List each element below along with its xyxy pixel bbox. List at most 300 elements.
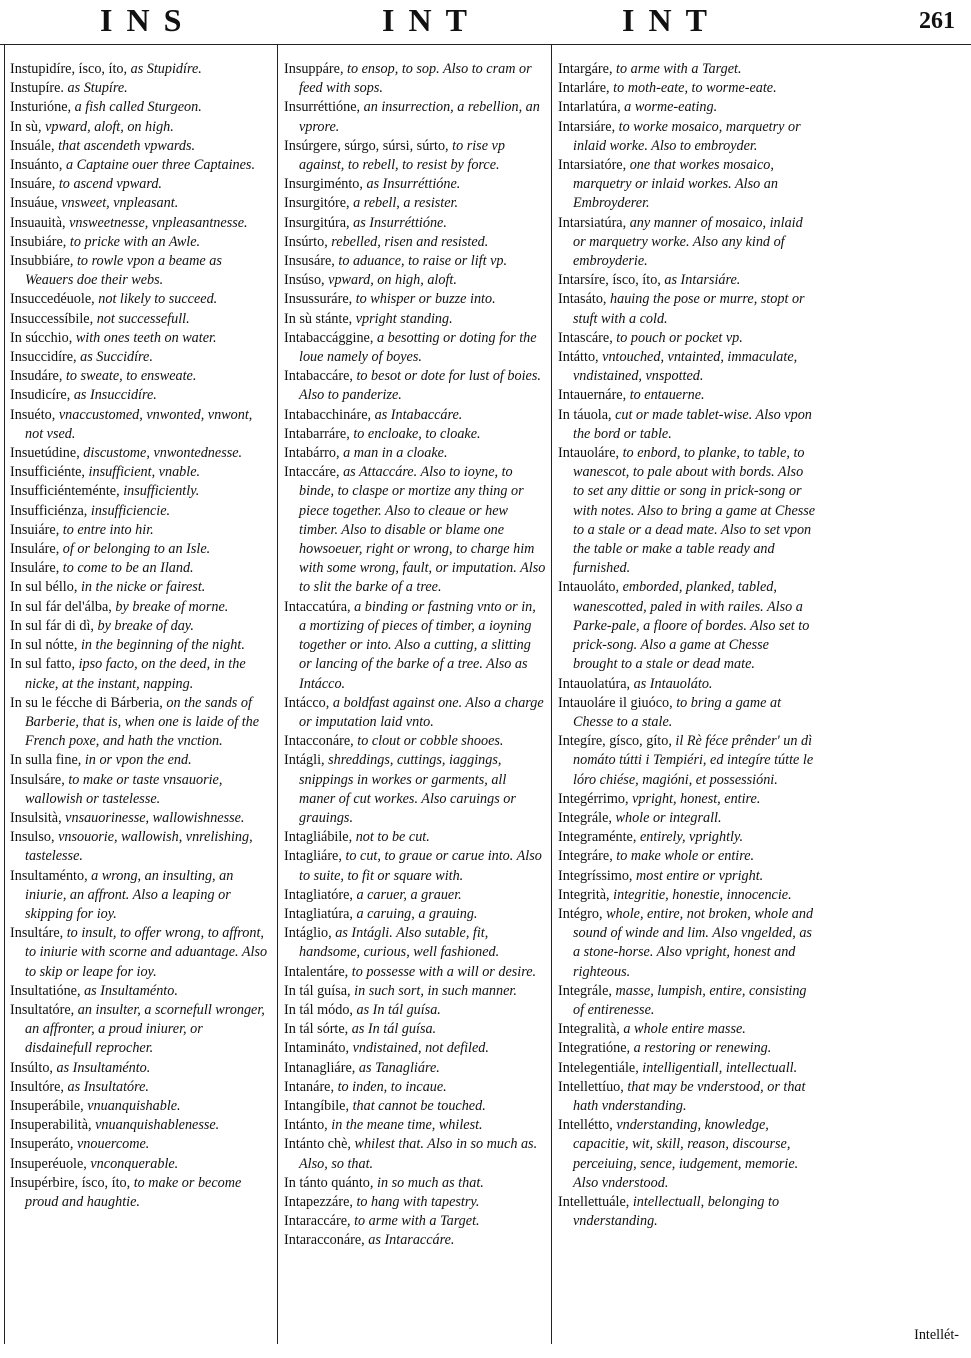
entry-definition: a fish called Sturgeon. xyxy=(74,99,202,116)
dictionary-entry xyxy=(284,924,546,962)
dictionary-entry xyxy=(558,809,816,828)
entry-headword: Intánto, xyxy=(284,1117,328,1134)
dictionary-entry xyxy=(10,540,272,559)
entry-definition: an insulter, a scornefull wronger, an affronter, a proud iniurer, or disdainefull reprocher. xyxy=(25,1001,265,1057)
dictionary-entry xyxy=(558,578,816,674)
entry-headword: Intargáre, xyxy=(558,61,613,77)
entry-headword: Insuccidíre, xyxy=(10,349,77,366)
entry-definition: as Intaraccáre. xyxy=(368,1232,455,1249)
dictionary-entry xyxy=(10,329,272,348)
dictionary-entry xyxy=(10,252,272,290)
entry-headword: Intarsiáre, xyxy=(558,118,616,135)
entry-definition: to make or taste vnsauorie, wallowish or tastelesse. xyxy=(25,771,223,807)
dictionary-entry xyxy=(558,675,816,694)
running-head-right: INT xyxy=(622,2,721,38)
entry-definition: vpright standing. xyxy=(355,310,453,327)
entry-definition: to inden, to incaue. xyxy=(337,1078,447,1095)
entry-definition: to entre into hir. xyxy=(62,521,154,538)
entry-headword: Intágli, xyxy=(284,752,325,769)
entry-definition: rebelled, risen and resisted. xyxy=(331,233,489,250)
entry-definition: most entire or vpright. xyxy=(636,867,764,884)
dictionary-entry xyxy=(284,252,546,271)
dictionary-entry xyxy=(558,828,816,847)
entry-headword: Insurgiménto, xyxy=(284,176,363,193)
entry-headword: Intátto, xyxy=(558,349,599,366)
entry-headword: Intelegentiále, xyxy=(558,1059,639,1076)
dictionary-entry xyxy=(10,79,272,98)
dictionary-entry xyxy=(284,425,546,444)
entry-headword: In tál guísa, xyxy=(284,982,351,999)
dictionary-entry xyxy=(10,1155,272,1174)
dictionary-entry xyxy=(558,1059,816,1078)
entry-definition: to pricke with an Awle. xyxy=(69,233,201,250)
entry-headword: Instupidíre, ísco, íto, xyxy=(10,61,128,77)
entry-definition: whole or integrall. xyxy=(615,809,722,826)
entry-headword: Integraménte, xyxy=(558,829,637,846)
entry-definition: a restoring or renewing. xyxy=(633,1040,772,1057)
entry-headword: Insurréttióne, xyxy=(284,99,361,116)
dictionary-entry xyxy=(10,98,272,117)
entry-definition: intelligentiall, intellectuall. xyxy=(642,1059,798,1076)
dictionary-entry xyxy=(558,867,816,886)
entry-definition: vpward, aloft, on high. xyxy=(45,118,174,135)
entry-headword: Insuláre, xyxy=(10,541,60,558)
entry-definition: vnuanquishablenesse. xyxy=(95,1117,220,1134)
entry-headword: In sul fatto, xyxy=(10,656,76,673)
entry-definition: one that workes mosaico, marquetry or inlaid workes. Also an Embroyderer. xyxy=(573,157,778,212)
entry-headword: In su le fécche di Bárberia, xyxy=(10,694,163,711)
dictionary-entry xyxy=(10,1097,272,1116)
dictionary-entry xyxy=(10,1001,272,1059)
entry-headword: Insuláre, xyxy=(10,560,60,577)
entry-definition: intellectuall, belonging to vnderstanding. xyxy=(573,1193,780,1230)
entry-headword: Integérrimo, xyxy=(558,790,629,807)
dictionary-entry xyxy=(10,175,272,194)
dictionary-entry xyxy=(558,329,816,348)
entry-definition: to ensop, to sop. Also to cram or feed with sops. xyxy=(299,61,532,97)
dictionary-entry xyxy=(284,310,546,329)
entry-definition: to sweate, to ensweate. xyxy=(65,368,197,385)
dictionary-entry xyxy=(284,1078,546,1097)
entry-definition: to aduance, to raise or lift vp. xyxy=(338,253,508,270)
dictionary-entry xyxy=(558,1020,816,1039)
dictionary-entry xyxy=(10,60,272,79)
entry-headword: Integratióne, xyxy=(558,1040,631,1057)
dictionary-entry xyxy=(10,463,272,482)
entry-definition: that may be vnderstood, or that hath vnderstanding. xyxy=(573,1078,806,1114)
dictionary-entry xyxy=(284,982,546,1001)
dictionary-entry xyxy=(10,386,272,405)
entry-headword: Intellétto, xyxy=(558,1117,613,1134)
dictionary-entry xyxy=(558,386,816,405)
dictionary-entry xyxy=(284,329,546,367)
entry-headword: Intauoláto, xyxy=(558,579,620,596)
entry-definition: not likely to succeed. xyxy=(98,291,218,308)
dictionary-entry xyxy=(10,348,272,367)
entry-definition: as Insurréttióne. xyxy=(366,176,461,193)
entry-definition: as Insultatóre. xyxy=(67,1078,149,1095)
entry-definition: to hang with tapestry. xyxy=(356,1193,480,1210)
entry-headword: Intalentáre, xyxy=(284,963,349,980)
entry-definition: by breake of day. xyxy=(97,617,194,634)
dictionary-entry xyxy=(10,502,272,521)
dictionary-entry xyxy=(10,367,272,386)
entry-definition: as In tál guísa. xyxy=(356,1001,441,1018)
entry-definition: to enbord, to planke, to table, to wanescot, to pale about with bords. Also to set any dittie or song in prick-song or with notes. Also to bring a game at Chesse to a stale or a dead mate. Also to set vpon the table or make a table ready and furnished. xyxy=(573,445,816,577)
entry-definition: emborded, planked, tabled, wanescotted, paled in with railes. Also a Parke-pale, a floore of bordes. Also set to prick-song. Also a game at Chesse brought to a stale or dead mate. xyxy=(573,579,810,673)
entry-definition: a man in a cloake. xyxy=(343,445,448,462)
entry-definition: vpward, on high, aloft. xyxy=(328,272,457,289)
entry-headword: In sul fár del'álba, xyxy=(10,598,112,615)
entry-headword: Insulsità, xyxy=(10,809,62,826)
entry-definition: whole, entire, not broken, whole and sound of winde and lim. Also vngelded, as a stone-horse. Also vpright, honest and righteous. xyxy=(573,905,814,980)
dictionary-entry xyxy=(558,694,816,732)
dictionary-entry xyxy=(558,214,816,272)
entry-headword: Intaccáre, xyxy=(284,464,340,481)
entry-definition: not successefull. xyxy=(96,310,190,327)
dictionary-entry xyxy=(10,598,272,617)
entry-definition: vnderstanding, knowledge, capacitie, wit, skill, reason, discourse, perceiuing, sence, iudgement, memorie. Also vnderstood. xyxy=(573,1117,799,1191)
entry-headword: Insurgitúra, xyxy=(284,214,350,231)
dictionary-entry xyxy=(10,1059,272,1078)
entry-headword: In súcchio, xyxy=(10,329,73,346)
entry-definition: as Intabaccáre. xyxy=(374,406,463,423)
entry-definition: entirely, vprightly. xyxy=(639,829,744,846)
dictionary-entry xyxy=(284,1020,546,1039)
entry-headword: Insuperéuole, xyxy=(10,1155,87,1172)
entry-headword: Intagliatóre, xyxy=(284,886,353,903)
entry-headword: Intangíbile, xyxy=(284,1097,350,1114)
dictionary-entry xyxy=(284,1193,546,1212)
dictionary-entry xyxy=(284,98,546,136)
dictionary-entry xyxy=(284,271,546,290)
dictionary-entry xyxy=(284,406,546,425)
dictionary-entry xyxy=(10,1174,272,1212)
entry-headword: Insuáre, xyxy=(10,176,56,193)
dictionary-entry xyxy=(284,847,546,885)
entry-headword: Insusáre, xyxy=(284,253,335,270)
entry-definition: to cut, to graue or carue into. Also to suite, to fit or square with. xyxy=(299,848,542,884)
entry-headword: Intasáto, xyxy=(558,291,607,308)
dictionary-entry xyxy=(10,310,272,329)
dictionary-entry xyxy=(284,598,546,694)
dictionary-entry xyxy=(558,79,816,98)
dictionary-entry xyxy=(10,828,272,866)
dictionary-entry xyxy=(558,406,816,444)
entry-headword: In tál módo, xyxy=(284,1001,353,1018)
entry-headword: In tánto quánto, xyxy=(284,1174,374,1191)
entry-definition: as In tál guísa. xyxy=(351,1021,437,1038)
entry-definition: to rowle vpon a beame as Weauers doe their webs. xyxy=(25,253,222,289)
entry-definition: a whole entire masse. xyxy=(623,1021,746,1038)
entry-definition: an insurrection, a rebellion, an vprore. xyxy=(299,99,540,135)
entry-headword: Intabacchináre, xyxy=(284,406,372,423)
entry-headword: Insufficiénza, xyxy=(10,502,88,519)
entry-definition: in or vpon the end. xyxy=(84,752,192,769)
entry-headword: Insudáre, xyxy=(10,368,63,385)
dictionary-entry xyxy=(284,1212,546,1231)
dictionary-entry xyxy=(284,1174,546,1193)
entry-headword: Insudicíre, xyxy=(10,387,71,404)
entry-headword: Intagliábile, xyxy=(284,829,353,846)
dictionary-entry xyxy=(284,828,546,847)
page-header xyxy=(0,0,971,44)
entry-definition: vndistained, not defiled. xyxy=(352,1040,489,1057)
entry-definition: to make whole or entire. xyxy=(616,848,755,865)
entry-headword: Intellettíuo, xyxy=(558,1078,624,1095)
entry-definition: as Intágli. Also sutable, fit, handsome, curious, well fashioned. xyxy=(299,925,500,961)
dictionary-entry xyxy=(558,1193,816,1231)
entry-definition: that cannot be touched. xyxy=(352,1097,486,1114)
entry-definition: ipso facto, on the deed, in the nicke, at the instant, napping. xyxy=(25,656,246,692)
dictionary-entry xyxy=(10,809,272,828)
entry-definition: vnaccustomed, vnwonted, vnwont, not vsed. xyxy=(25,406,253,442)
entry-headword: Insufficiénteménte, xyxy=(10,483,120,500)
entry-headword: Insuperáto, xyxy=(10,1136,74,1153)
dictionary-entry xyxy=(284,233,546,252)
entry-definition: a wrong, an insulting, an iniurie, an affront. Also a leaping or skipping for ioy. xyxy=(25,867,234,922)
entry-headword: Intarsiatóre, xyxy=(558,157,627,174)
dictionary-entry xyxy=(558,118,816,156)
entry-definition: vnconquerable. xyxy=(90,1155,179,1172)
entry-headword: Insuccessíbile, xyxy=(10,310,94,327)
entry-definition: as Tanagliáre. xyxy=(358,1059,440,1076)
entry-headword: Insurgitóre, xyxy=(284,195,350,212)
entry-definition: a boldfast against one. Also a charge or imputation laid vnto. xyxy=(299,694,544,730)
entry-definition: a caruing, a grauing. xyxy=(356,905,478,922)
entry-headword: Intascáre, xyxy=(558,329,613,346)
entry-headword: Intapezzáre, xyxy=(284,1193,353,1210)
entry-headword: Insuperabilità, xyxy=(10,1117,92,1134)
entry-definition: as Succidíre. xyxy=(80,349,153,366)
entry-headword: Integrále, xyxy=(558,809,612,826)
dictionary-entry xyxy=(10,694,272,752)
dictionary-entry xyxy=(558,1116,816,1193)
entry-headword: Intégro, xyxy=(558,905,603,922)
entry-headword: Integíre, gísco, gíto, xyxy=(558,733,672,750)
dictionary-entry xyxy=(284,137,546,175)
entry-headword: Integríssimo, xyxy=(558,867,633,884)
dictionary-column-1 xyxy=(10,60,272,1212)
entry-definition: in the nicke or fairest. xyxy=(80,579,206,596)
dictionary-entry xyxy=(10,982,272,1001)
entry-headword: Insuccedéuole, xyxy=(10,291,95,308)
running-head-center: INT xyxy=(382,2,481,38)
entry-headword: Insussuráre, xyxy=(284,291,353,308)
dictionary-entry xyxy=(284,367,546,405)
entry-definition: insufficiently. xyxy=(123,483,200,500)
running-head-left: INS xyxy=(100,2,196,38)
dictionary-entry xyxy=(284,463,546,597)
dictionary-entry xyxy=(558,732,816,790)
entry-headword: Intabarráre, xyxy=(284,425,350,442)
entry-headword: Insulsáre, xyxy=(10,771,65,788)
entry-definition: as Insultaménto. xyxy=(84,982,178,999)
entry-definition: as Stupíre. xyxy=(67,80,128,97)
dictionary-entry xyxy=(558,60,816,79)
entry-definition: with ones teeth on water. xyxy=(75,329,217,346)
dictionary-entry xyxy=(284,1039,546,1058)
entry-headword: Insubiáre, xyxy=(10,233,67,250)
entry-definition: masse, lumpish, entire, consisting of entirenesse. xyxy=(573,982,807,1018)
entry-definition: discustome, vnwontednesse. xyxy=(83,445,243,462)
entry-definition: vnsauorinesse, wallowishnesse. xyxy=(65,809,245,826)
entry-definition: vntouched, vntainted, immaculate, vndistained, vnspotted. xyxy=(573,349,798,385)
entry-definition: vnsweetnesse, vnpleasantnesse. xyxy=(69,214,248,231)
dictionary-entry xyxy=(10,444,272,463)
entry-headword: Integralità, xyxy=(558,1021,620,1038)
entry-headword: Intacconáre, xyxy=(284,733,354,750)
entry-headword: Insultóre, xyxy=(10,1078,64,1095)
entry-definition: as Insuccidíre. xyxy=(73,387,157,404)
entry-headword: Intaccatúra, xyxy=(284,598,351,615)
dictionary-entry xyxy=(284,1097,546,1116)
dictionary-entry xyxy=(10,214,272,233)
entry-headword: Intagliáre, xyxy=(284,848,342,865)
entry-headword: Insulso, xyxy=(10,829,55,846)
entry-definition: vnsouorie, wallowish, vnrelishing, tastelesse. xyxy=(25,829,253,865)
dictionary-entry xyxy=(558,790,816,809)
entry-headword: Instupíre. xyxy=(10,80,64,97)
entry-headword: Intáglio, xyxy=(284,925,332,942)
dictionary-entry xyxy=(558,290,816,328)
entry-headword: In tál sórte, xyxy=(284,1021,349,1038)
entry-definition: to come to be an Iland. xyxy=(62,560,194,577)
dictionary-entry xyxy=(284,963,546,982)
entry-definition: to rise vp against, to rebell, to resist by force. xyxy=(299,137,505,174)
dictionary-entry xyxy=(558,271,816,290)
entry-definition: whilest that. Also in so much as. Also, so that. xyxy=(299,1136,538,1172)
dictionary-entry xyxy=(284,1231,546,1250)
entry-headword: In sulla fine, xyxy=(10,752,82,769)
dictionary-entry xyxy=(10,636,272,655)
dictionary-entry xyxy=(10,1116,272,1135)
dictionary-entry xyxy=(284,905,546,924)
entry-headword: Intabárro, xyxy=(284,445,340,462)
dictionary-entry xyxy=(284,1116,546,1135)
dictionary-entry xyxy=(10,1078,272,1097)
dictionary-column-2 xyxy=(284,60,546,1251)
entry-definition: vnouercome. xyxy=(76,1136,150,1153)
dictionary-entry xyxy=(284,886,546,905)
entry-headword: Intánto chè, xyxy=(284,1136,351,1153)
entry-definition: hauing the pose or murre, stopt or stuft with a cold. xyxy=(573,291,805,327)
entry-definition: as Intauoláto. xyxy=(633,675,713,692)
entry-definition: vnsweet, vnpleasant. xyxy=(61,195,179,212)
entry-definition: a caruer, a grauer. xyxy=(356,886,462,903)
entry-headword: Intanagliáre, xyxy=(284,1059,356,1076)
column-rule-2 xyxy=(551,44,552,1344)
dictionary-entry xyxy=(558,982,816,1020)
entry-headword: Intanáre, xyxy=(284,1078,335,1095)
entry-definition: to besot or dote for lust of boies. Also to panderize. xyxy=(299,368,541,404)
entry-headword: Intellettuále, xyxy=(558,1193,630,1210)
entry-definition: in the beginning of the night. xyxy=(80,637,245,654)
entry-definition: that ascendeth vpwards. xyxy=(58,137,196,154)
entry-definition: in the meane time, whilest. xyxy=(331,1117,483,1134)
dictionary-entry xyxy=(10,156,272,175)
dictionary-entry xyxy=(558,348,816,386)
entry-definition: to arme with a Target. xyxy=(616,61,742,77)
entry-headword: Intagliatúra, xyxy=(284,905,353,922)
dictionary-entry xyxy=(10,559,272,578)
dictionary-entry xyxy=(10,771,272,809)
dictionary-column-3 xyxy=(558,60,816,1231)
left-border-rule xyxy=(4,44,5,1344)
dictionary-entry xyxy=(10,751,272,770)
dictionary-entry xyxy=(10,194,272,213)
entry-definition: insufficient, vnable. xyxy=(88,464,201,481)
page-number: 261 xyxy=(919,8,955,34)
dictionary-entry xyxy=(558,847,816,866)
dictionary-entry xyxy=(10,617,272,636)
dictionary-entry xyxy=(284,1059,546,1078)
entry-headword: In sù, xyxy=(10,118,42,135)
entry-definition: to encloake, to cloake. xyxy=(353,425,481,442)
entry-headword: Insturióne, xyxy=(10,99,72,116)
entry-definition: cut or made tablet-wise. Also vpon the bord or table. xyxy=(573,406,812,442)
dictionary-entry xyxy=(10,137,272,156)
dictionary-entry xyxy=(284,194,546,213)
header-rule xyxy=(0,44,971,45)
dictionary-entry xyxy=(284,1135,546,1173)
dictionary-entry xyxy=(10,655,272,693)
entry-definition: not to be cut. xyxy=(355,829,430,846)
entry-definition: to make or become proud and haughtie. xyxy=(25,1174,242,1210)
entry-definition: to bring a game at Chesse to a stale. xyxy=(573,694,782,730)
dictionary-entry xyxy=(284,60,546,98)
column-rule-1 xyxy=(277,44,278,1344)
entry-headword: Intácco, xyxy=(284,694,330,711)
dictionary-entry xyxy=(10,924,272,982)
entry-definition: vnuanquishable. xyxy=(87,1097,181,1114)
entry-headword: In táuola, xyxy=(558,406,612,423)
entry-definition: a Captaine ouer three Captaines. xyxy=(65,157,255,174)
entry-headword: Insúrto, xyxy=(284,233,328,250)
entry-definition: il Rè féce prênder' un dì nomáto tútti i Tempiéri, ed integíre tútte le lóro chiése, magióni, et possessióni. xyxy=(573,733,814,788)
entry-definition: to clout or cobble shooes. xyxy=(357,733,504,750)
dictionary-entry xyxy=(284,751,546,828)
dictionary-entry xyxy=(558,905,816,982)
entry-definition: to pouch or pocket vp. xyxy=(616,329,743,346)
entry-definition: to moth-eate, to worme-eate. xyxy=(613,80,777,97)
entry-headword: Intarsiatúra, xyxy=(558,214,627,231)
dictionary-entry xyxy=(558,1078,816,1116)
dictionary-entry xyxy=(284,175,546,194)
entry-headword: Intarsíre, ísco, íto, xyxy=(558,272,661,289)
entry-definition: as Insurréttióne. xyxy=(353,214,447,231)
dictionary-entry xyxy=(10,406,272,444)
entry-definition: as Insultaménto. xyxy=(56,1059,151,1076)
dictionary-entry xyxy=(284,290,546,309)
dictionary-entry xyxy=(558,444,816,578)
dictionary-entry xyxy=(10,482,272,501)
entry-definition: integritie, honestie, innocencie. xyxy=(613,886,792,903)
entry-headword: Intaracconáre, xyxy=(284,1232,365,1249)
entry-headword: Intarlatúra, xyxy=(558,99,621,116)
entry-definition: a besotting or doting for the loue namely of boyes. xyxy=(299,329,537,366)
entry-definition: a binding or fastning vnto or in, a mortizing of pieces of timber, a ioyning together or into. Also a cutting, a slitting or lancing of the barke of a tree. Also as Intácco. xyxy=(299,598,536,692)
entry-definition: on the sands of Barberie, that is, when one is laide of the French poxe, and hath the vnction. xyxy=(25,694,260,750)
entry-headword: Insultatóre, xyxy=(10,1001,75,1018)
entry-headword: Insuánto, xyxy=(10,157,63,174)
entry-headword: Insuiáre, xyxy=(10,521,60,538)
entry-headword: In sù stánte, xyxy=(284,310,353,327)
dictionary-entry xyxy=(284,732,546,751)
dictionary-entry xyxy=(284,214,546,233)
entry-definition: in so much as that. xyxy=(377,1174,484,1191)
dictionary-entry xyxy=(10,521,272,540)
